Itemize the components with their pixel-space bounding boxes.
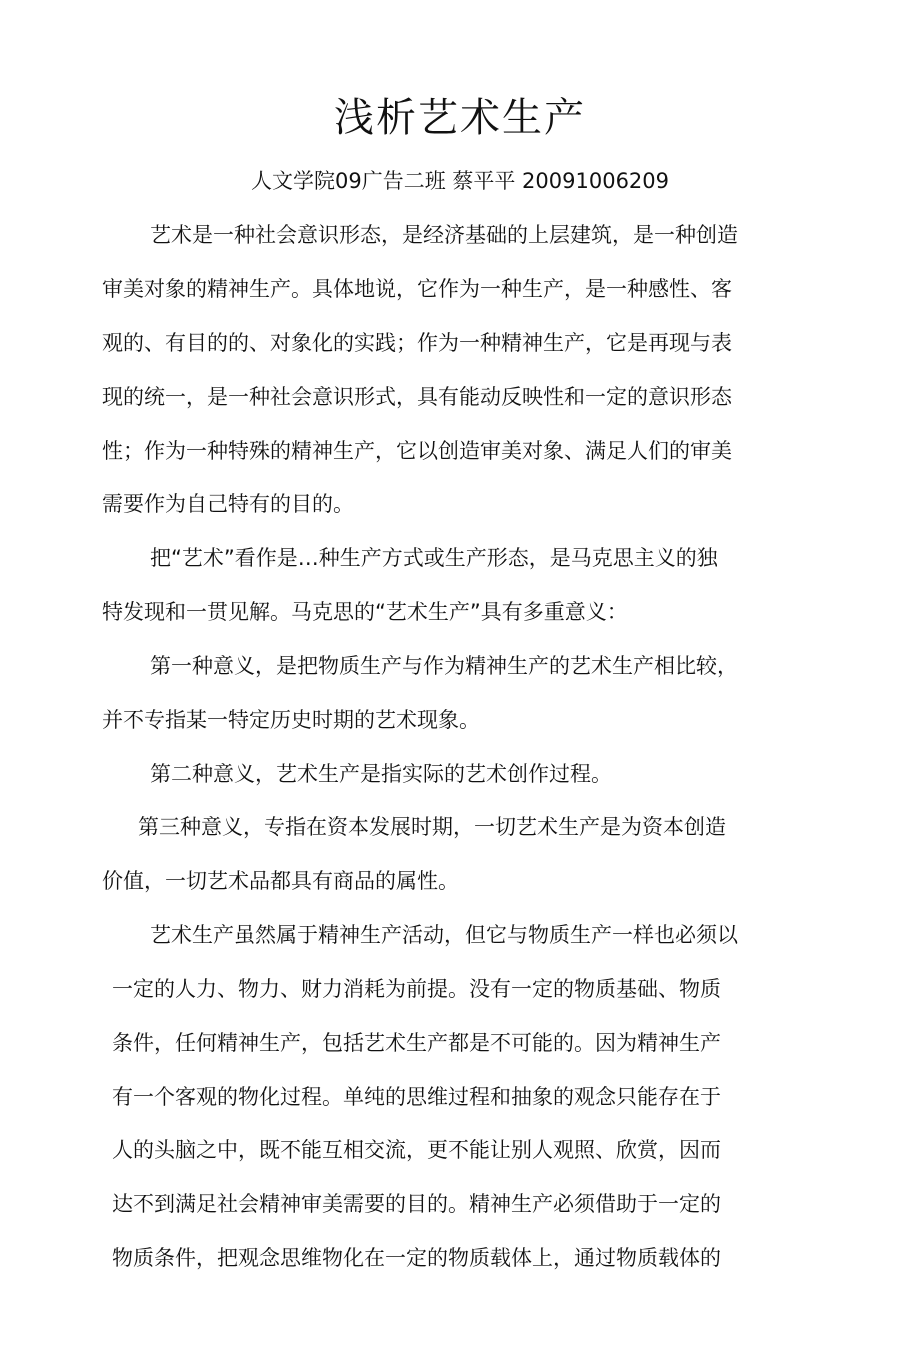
text-line: 第三种意义，专指在资本发展时期，一切艺术生产是为资本创造	[138, 815, 726, 839]
text-line: 性；作为一种特殊的精神生产，它以创造审美对象、满足人们的审美	[102, 439, 732, 463]
text-line: 审美对象的精神生产。具体地说，它作为一种生产，是一种感性、客	[102, 277, 732, 301]
text-line: 需要作为自己特有的目的。	[102, 492, 354, 516]
text-line: 达不到满足社会精神审美需要的目的。精神生产必须借助于一定的	[112, 1192, 721, 1216]
document-title: 浅析艺术生产	[334, 95, 586, 141]
text-line: 特发现和一贯见解。马克思的“艺术生产”具有多重意义：	[102, 600, 628, 624]
text-line: 有一个客观的物化过程。单纯的思维过程和抽象的观念只能存在于	[112, 1085, 721, 1109]
text-line: 条件，任何精神生产，包括艺术生产都是不可能的。因为精神生产	[112, 1031, 721, 1055]
text-line: 价值，一切艺术品都具有商品的属性。	[102, 869, 459, 893]
text-line: 现的统一，是一种社会意识形式，具有能动反映性和一定的意识形态	[102, 385, 732, 409]
text-line: 第二种意义，艺术生产是指实际的艺术创作过程。	[150, 762, 612, 786]
text-line: 艺术生产虽然属于精神生产活动，但它与物质生产一样也必须以	[150, 923, 738, 947]
text-line: 物质条件，把观念思维物化在一定的物质载体上，通过物质载体的	[112, 1246, 721, 1270]
text-line: 人的头脑之中，既不能互相交流，更不能让别人观照、欣赏，因而	[112, 1138, 721, 1162]
text-line: 把“艺术”看作是…种生产方式或生产形态，是马克思主义的独	[150, 546, 718, 570]
text-line: 一定的人力、物力、财力消耗为前提。没有一定的物质基础、物质	[112, 977, 721, 1001]
text-line: 并不专指某一特定历史时期的艺术现象。	[102, 708, 480, 732]
text-line: 艺术是一种社会意识形态，是经济基础的上层建筑，是一种创造	[150, 223, 738, 247]
author-byline: 人文学院09广告二班 蔡平平 20091006209	[250, 169, 670, 193]
text-line: 观的、有目的的、对象化的实践；作为一种精神生产，它是再现与表	[102, 331, 732, 355]
text-line: 第一种意义，是把物质生产与作为精神生产的艺术生产相比较，	[150, 654, 738, 678]
